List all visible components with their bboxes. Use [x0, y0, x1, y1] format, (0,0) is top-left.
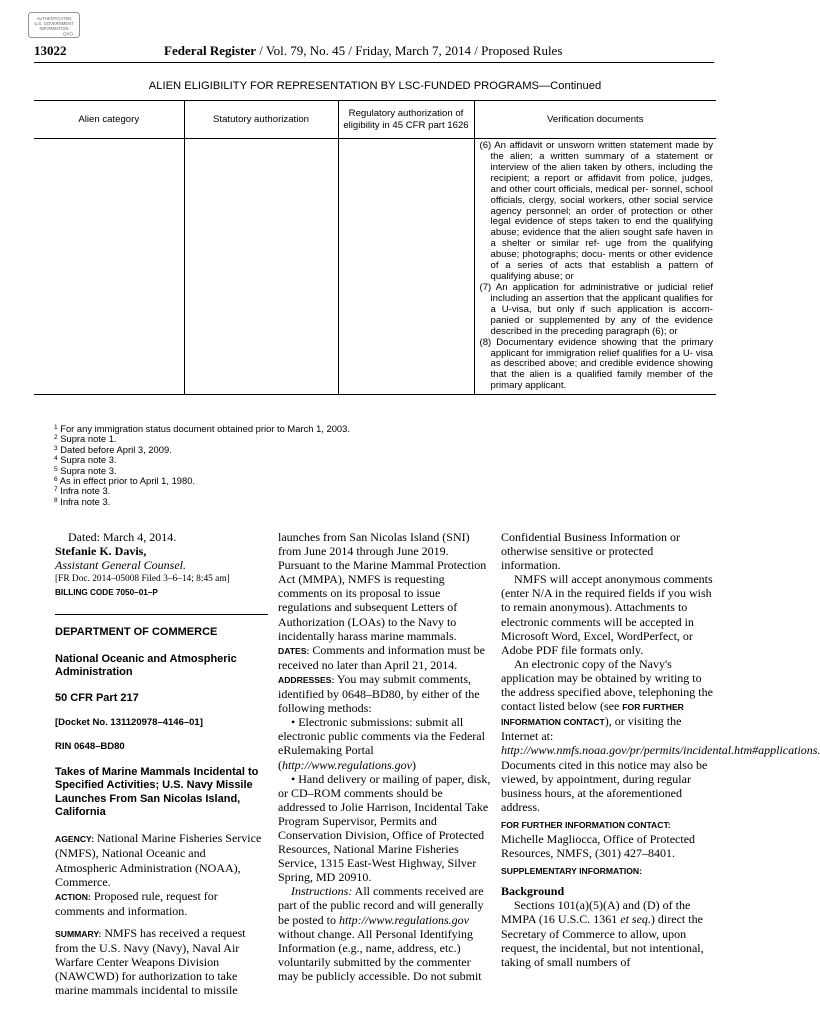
action-label: ACTION:: [55, 891, 91, 902]
electronic-copy-paragraph: An electronic copy of the Navy's application may be obtained by writing to the address specified above, telephoning the contact listed below (see FOR FURTHER INFORMATION CONTACT), or visiting the Internet at: http://www.nmfs.noaa.gov/pr/permits/incidental.htm#applications. Documents cited in this notice may also be viewed, by appointment, during regular business hours, at the aforementioned address.: [501, 656, 820, 814]
footnote: $^1$ For any immigration status document obtained prior to March 1, 2003.: [54, 423, 350, 434]
agency-heading: National Oceanic and Atmospheric Administration: [55, 653, 237, 679]
cell-statutory-authorization: [184, 139, 338, 395]
footnote: $^5$ Supra note 3.: [54, 464, 117, 476]
regulations-gov-link[interactable]: http://www.regulations.gov: [282, 757, 413, 772]
header-statutory-authorization: Statutory authorization: [184, 101, 338, 139]
cell-regulatory-authorization: [338, 139, 474, 395]
docket-number: [Docket No. 131120978–4146–01]: [55, 716, 203, 728]
addresses-label: ADDRESSES:: [278, 674, 335, 685]
ffic-heading: FOR FURTHER INFORMATION CONTACT:: [501, 819, 671, 830]
header-verification-documents: Verification documents: [474, 101, 716, 139]
fr-doc-line: [FR Doc. 2014–05008 Filed 3–6–14; 8:45 am]: [55, 574, 230, 585]
column-2: [278, 530, 491, 983]
verification-item: (6) An affidavit or unsworn written statement made by the alien; a written summary of a statement or interview of the alien taken by others, including the recipient; a report or affidavit from police, judges, and other court officials, medical per- sonnel, school officials, clergy, social workers, other social service agency personnel; an order of protection or other legal evidence of steps taken to end the qualifying abuse; evidence that the alien sought safe haven in a shelter or similar ref- uge from the qualifying abuse; photographs; docu- ments or other evidence of a series of acts that establish a pattern of qualifying abuse; or: [479, 140, 713, 283]
regulations-gov-link[interactable]: http://www.regulations.gov: [339, 912, 470, 927]
department-heading: DEPARTMENT OF COMMERCE: [55, 614, 268, 639]
verification-item: (8) Documentary evidence showing that the primary applicant for immigration relief qualifies for a U- visa as described above; and credible evidence showing that the alien is a qualified family member of the primary applicant.: [479, 336, 713, 392]
column-3: [501, 530, 820, 969]
instructions-continued: Confidential Business Information or otherwise sensitive or protected information.: [501, 530, 680, 573]
bullet-hand-delivery: • Hand delivery or mailing of paper, disk, or CD–ROM comments should be addressed to Jolie Harrison, Incidental Take Program Supervisor, Permits and Conservation Division, Office of Protected Resources, National Marine Fisheries Service, 1315 East-West Highway, Silver Spring, MD 20910.: [278, 771, 491, 885]
summary-continued: launches from San Nicolas Island (SNI) from June 2014 through June 2019. Pursuant to the Marine Mammal Protection Act (MMPA), NMFS is requesting comments on its proposal to issue regulations and subsequent Letters of Authorization (LOAs) to the Navy to incidentally harass marine mammals.: [278, 530, 487, 643]
verification-item: (7) An application for administrative or judicial relief including an assertion that the applicant qualifies for a U-visa, but only if such application is accom- panied or supplemented by any of the evidence described in the preceding paragraph (6); or: [479, 281, 713, 337]
footnote: $^4$ Supra note 3.: [54, 454, 117, 466]
header-alien-category: Alien category: [34, 101, 184, 139]
header-rule: [34, 62, 714, 63]
svg-text:INFORMATION: INFORMATION: [39, 26, 69, 31]
table-row: [34, 139, 716, 395]
addresses-paragraph: ADDRESSES: You may submit comments, identified by 0648–BD80, by either of the following methods:: [278, 671, 480, 716]
summary-label: SUMMARY:: [55, 928, 102, 939]
signer-title: Assistant General Counsel.: [55, 558, 186, 573]
table-title: ALIEN ELIGIBILITY FOR REPRESENTATION BY LSC-FUNDED PROGRAMS—Continued: [148, 80, 602, 92]
cfr-part: 50 CFR Part 217: [55, 692, 139, 705]
instructions-label: Instructions:: [291, 884, 353, 899]
billing-code: BILLING CODE 7050–01–P: [55, 588, 158, 598]
nmfs-permits-link[interactable]: http://www.nmfs.noaa.gov/pr/permits/incidental.htm#applications.: [501, 743, 820, 758]
anonymous-comments-paragraph: NMFS will accept anonymous comments (enter N/A in the required fields if you wish to remain anonymous). Attachments to electronic comments will be accepted in Microsoft Word, Excel, WordPerfect, or Adobe PDF file formats only.: [501, 572, 713, 657]
footnote: $^8$ Infra note 3.: [54, 495, 111, 507]
agency-label: AGENCY:: [55, 834, 94, 845]
cell-verification-documents: [474, 139, 716, 395]
footnote: $^7$ Infra note 3.: [54, 485, 111, 497]
column-1: [55, 530, 268, 997]
background-heading: Background: [501, 884, 565, 899]
dated-line: Dated: March 4, 2014.: [68, 530, 177, 544]
header-regulatory-authorization: Regulatory authorization of eligibility in 45 CFR part 1626: [338, 101, 474, 139]
dates-paragraph: DATES: Comments and information must be received no later than April 21, 2014.: [278, 642, 486, 672]
svg-text:GPO: GPO: [62, 31, 74, 37]
running-head: [164, 43, 724, 59]
supplementary-heading: SUPPLEMENTARY INFORMATION:: [501, 866, 642, 877]
svg-text:AUTHENTICATED: AUTHENTICATED: [36, 16, 72, 21]
ffic-contact: Michelle Magliocca, Office of Protected Resources, NMFS, (301) 427–8401.: [501, 831, 696, 861]
issue-info: / Vol. 79, No. 45 / Friday, March 7, 2014 / Proposed Rules: [256, 43, 563, 58]
bullet-electronic: • Electronic submissions: submit all electronic public comments via the Federal eRulemaking Portal (http://www.regulations.gov): [278, 715, 485, 772]
dates-label: DATES:: [278, 645, 310, 656]
summary-paragraph: SUMMARY: NMFS has received a request from the U.S. Navy (Navy), Naval Air Warfare Center Weapons Division (NAWCWD) for authorization to take marine mammals incidental to missile: [55, 925, 246, 998]
footnote: $^2$ Supra note 1.: [54, 433, 117, 445]
footnote: $^6$ As in effect prior to April 1, 1980.: [54, 475, 196, 487]
footnote: $^3$ Dated before April 3, 2009.: [54, 443, 172, 455]
rin-number: RIN 0648–BD80: [55, 740, 125, 752]
page-number: 13022: [34, 43, 67, 58]
agency-paragraph: AGENCY: National Marine Fisheries Service (NMFS), National Oceanic and Atmospheric Administration (NOAA), Commerce.: [55, 831, 262, 889]
publication-name: Federal Register: [164, 43, 257, 58]
cell-alien-category: [34, 139, 184, 395]
action-paragraph: ACTION: Proposed rule, request for comments and information.: [55, 888, 218, 918]
table-footnotes: [54, 424, 350, 507]
rule-title: Takes of Marine Mammals Incidental to Specified Activities; U.S. Navy Missile Launches From San Nicolas Island, California: [55, 765, 259, 818]
background-paragraph: Sections 101(a)(5)(A) and (D) of the MMPA (16 U.S.C. 1361 et seq.) direct the Secretary of Commerce to allow, upon request, the incidental, but not intentional, taking of small numbers of: [501, 898, 704, 969]
svg-text:U.S. GOVERNMENT: U.S. GOVERNMENT: [34, 21, 74, 26]
ffic-reference: FOR FURTHER INFORMATION CONTACT: [501, 702, 684, 728]
signer-name: Stefanie K. Davis,: [55, 544, 147, 559]
alien-eligibility-table: [34, 100, 716, 395]
gpo-authentication-logo: [28, 12, 80, 38]
instructions-paragraph: Instructions: All comments received are part of the public record and will generally be posted to http://www.regulations.gov without change. All Personal Identifying Information (e.g., name, address, etc.) voluntarily submitted by the commenter may be publicly accessible. Do not submit: [278, 884, 484, 983]
